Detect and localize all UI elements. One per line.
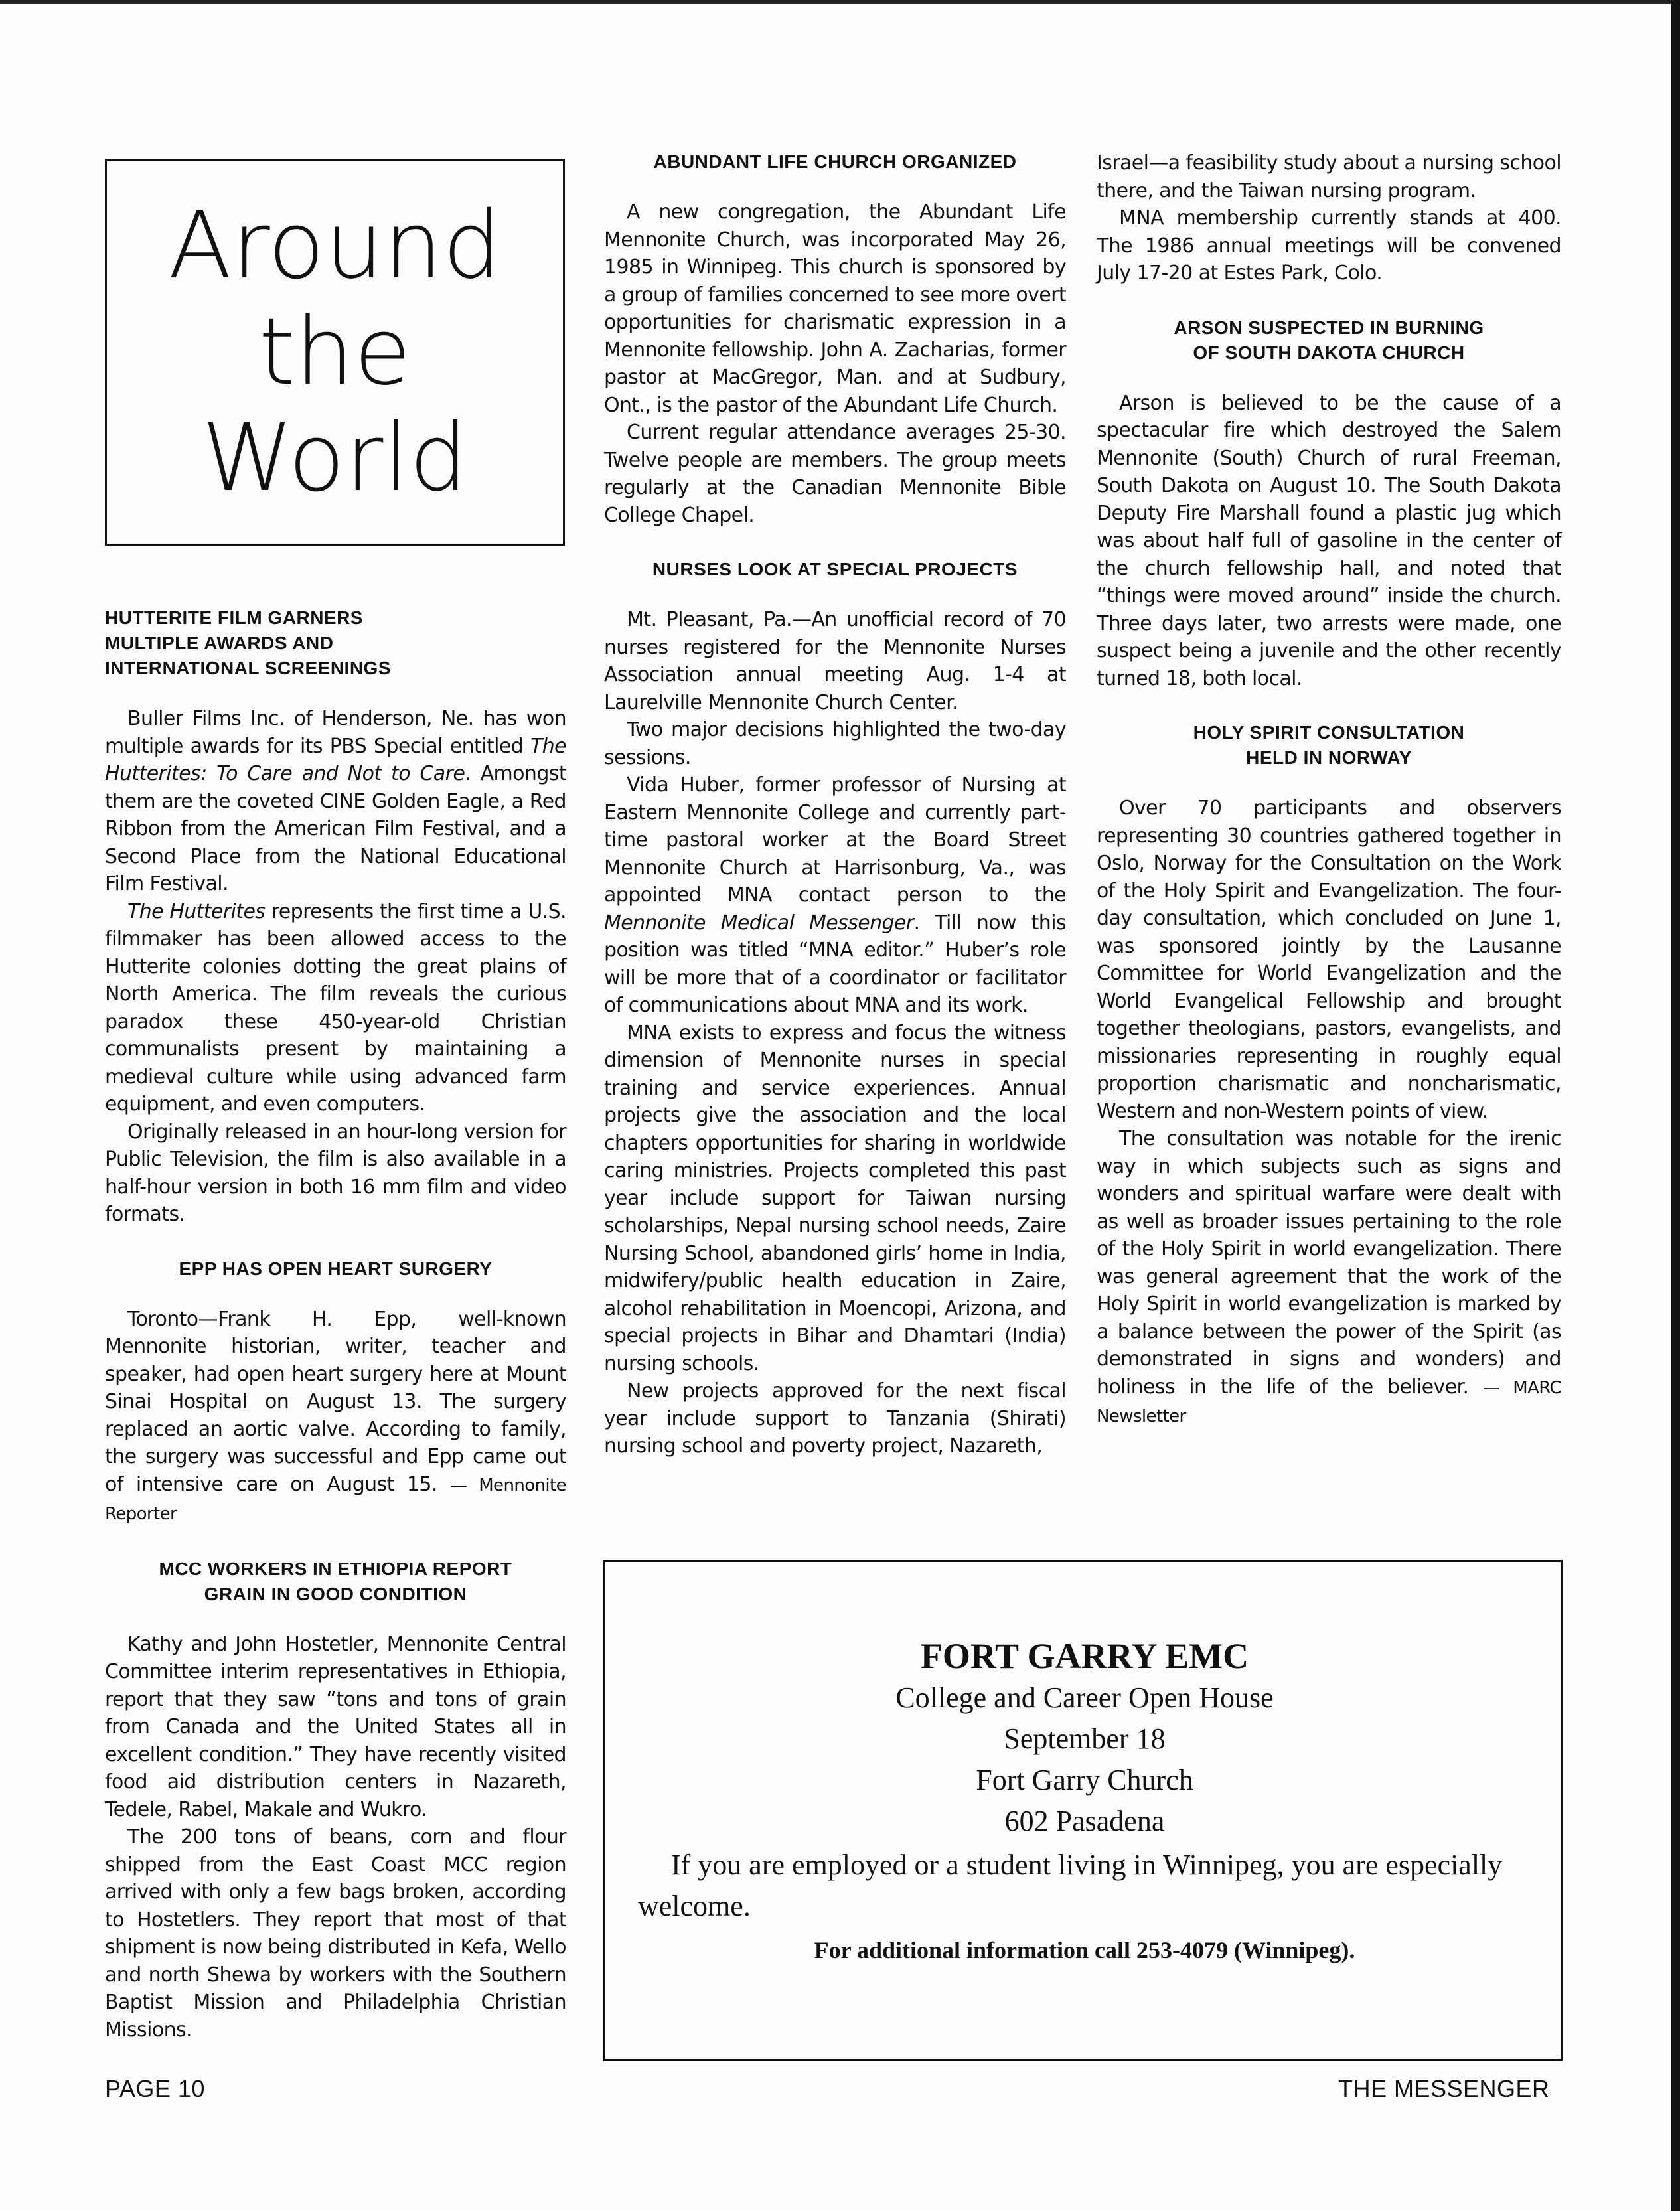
- article-heading: [1097, 720, 1561, 771]
- advertisement-box: [603, 1560, 1563, 2061]
- page-number: PAGE 10: [105, 2075, 205, 2102]
- heading-line: HUTTERITE FILM GARNERS: [105, 607, 363, 628]
- text-run: Vida Huber, former professor of Nursing at Eastern Mennonite College and currently part-time pastoral worker at the Board Street Mennonite Church at Harrisonburg, Va., was appointed MNA contact person to the: [604, 773, 1066, 907]
- article-nurses: [604, 557, 1066, 1460]
- text-run: . Amongst them are the coveted CINE Golden Eagle, a Red Ribbon from the American Film Festival, and a Second Place from the National Educational Film Festival.: [105, 762, 566, 895]
- heading-line: INTERNATIONAL SCREENINGS: [105, 658, 391, 678]
- paragraph: A new congregation, the Abundant Life Mennonite Church, was incorporated May 26, 1985 in Winnipeg. This church is sponsored by a group of families concerned to see more overt opportunities for charismatic expression in a Mennonite fellowship. John A. Zacharias, former pastor at MacGregor, Man. and at Sudbury, Ont., is the pastor of the Abundant Life Church.: [604, 200, 1066, 417]
- article-heading: [105, 605, 566, 681]
- paragraph: Kathy and John Hostetler, Mennonite Central Committee interim representatives in Ethiopia, report that they saw “tons and tons of grain from Canada and the United States all in excellent condition.” They have recently visited food aid distribution centers in Nazareth, Tedele, Rabel, Makale and Wukro.: [105, 1632, 566, 1821]
- text-run: Toronto—Frank H. Epp, well-known Mennonite historian, writer, teacher and speaker, had open heart surgery here at Mount Sinai Hospital on August 13. The surgery replaced an aortic valve. According to family, the surgery was successful and Epp came out of intensive care on August 15.: [105, 1307, 566, 1496]
- article-heading: ABUNDANT LIFE CHURCH ORGANIZED: [653, 151, 1017, 172]
- paragraph: Arson is believed to be the cause of a spectacular fire which destroyed the Salem Mennonite (South) Church of rural Freeman, South Dakota on August 10. The South Dakota Deputy Fire Marshall found a plastic jug which was about half full of gasoline in the center of the church fellowship hall, and noted that “things were moved around” inside the church. Three days later, two arrests were made, one suspect being a juvenile and the other recently turned 18, both local.: [1097, 391, 1561, 690]
- paragraph: MNA exists to express and focus the witness dimension of Mennonite nurses in special training and service experiences. Annual projects give the association and the local chapters opportunities for sharing in worldwide caring ministries. Projects completed this past year include support for Taiwan nursing scholarships, Nepal nursing school needs, Zaire Nursing School, abandoned girls’ home in India, midwifery/public health education in Zaire, alcohol rehabilitation in Moencopi, Arizona, and special projects in Bihar and Dhamtari (India) nursing schools.: [604, 1021, 1066, 1375]
- column-2: [604, 149, 1066, 1488]
- heading-line: MULTIPLE AWARDS AND: [105, 633, 334, 653]
- ad-venue: Fort Garry Church: [976, 1764, 1193, 1796]
- scan-top-edge: [0, 0, 1680, 4]
- article-holy-spirit: [1097, 720, 1561, 1431]
- paragraph: [105, 898, 566, 1118]
- text-run: Buller Films Inc. of Henderson, Ne. has won multiple awards for its PBS Special entitled: [105, 707, 566, 758]
- ad-contact: For additional information call 253-4079 (Winnipeg).: [814, 1937, 1355, 1963]
- section-title-box: [105, 159, 565, 546]
- ad-event: College and Career Open House: [895, 1681, 1274, 1714]
- advertisement-content: [638, 1635, 1531, 1971]
- text-run: The consultation was notable for the irenic way in which subjects such as signs and wonders and spiritual warfare were dealt with as well as broader issues pertaining to the role of the Holy Spirit in world evangelization. There was general agreement that the work of the Holy Spirit in world evangelization is marked by a balance between the power of the Spirit (as demonstrated in signs and wonders) and holiness in the life of the believer.: [1097, 1127, 1561, 1399]
- scan-right-edge: [1671, 0, 1680, 2211]
- ad-invitation: If you are employed or a student living in Winnipeg, you are especially welcome.: [638, 1849, 1503, 1922]
- article-hutterite: [105, 605, 566, 1229]
- ad-title: FORT GARRY EMC: [920, 1636, 1249, 1676]
- paragraph: Originally released in an hour-long version for Public Television, the film is also available in a half-hour version in both 16 mm film and video formats.: [105, 1120, 566, 1226]
- title-line-2: the: [258, 298, 412, 406]
- paragraph: New projects approved for the next fiscal year include support to Tanzania (Shirati) nursing school and poverty project, Nazareth,: [604, 1379, 1066, 1458]
- paragraph: Mt. Pleasant, Pa.—An unofficial record of 70 nurses registered for the Mennonite Nurses Association annual meeting Aug. 1-4 at Laurelville Mennonite Church Center.: [604, 608, 1066, 714]
- article-epp: [105, 1257, 566, 1529]
- article-arson: [1097, 315, 1561, 693]
- paragraph: MNA membership currently stands at 400. The 1986 annual meetings will be convened July 17-20 at Estes Park, Colo.: [1097, 206, 1561, 285]
- heading-line: OF SOUTH DAKOTA CHURCH: [1193, 342, 1465, 363]
- paragraph: [105, 705, 566, 898]
- film-title: The Hutterites: [127, 899, 266, 923]
- text-run: represents the first time a U.S. filmmaker has been allowed access to the Hutterite colonies dotting the great plains of North America. The film reveals the curious paradox these 450-year-old Christian communalists present by maintaining a medieval culture while using advanced farm equipment, and even computers.: [105, 899, 566, 1116]
- film-title: The Hutterites: To Care and Not to Care: [105, 734, 566, 785]
- column-3: [1097, 149, 1561, 1459]
- title-line-3: World: [201, 404, 469, 512]
- heading-line: MCC WORKERS IN ETHIOPIA REPORT: [159, 1558, 512, 1579]
- article-source: — MARC Newsletter: [1097, 1377, 1561, 1426]
- paragraph: Current regular attendance averages 25-30. Twelve people are members. The group meets regularly at the Canadian Mennonite Bible College Chapel.: [604, 421, 1066, 527]
- article-heading: NURSES LOOK AT SPECIAL PROJECTS: [652, 559, 1018, 579]
- text-run: . Till now this position was titled “MNA editor.” Huber’s role will be more that of a coordinator or facilitator of communications about MNA and its work.: [604, 911, 1066, 1017]
- paragraph: The 200 tons of beans, corn and flour shipped from the East Coast MCC region arrived with only a few bags broken, according to Hostetlers. They report that most of that shipment is now being distributed in Kefa, Wello and north Shewa by workers with the Southern Baptist Mission and Philadelphia Christian Missions.: [105, 1825, 566, 2042]
- publication-name: THE MESSENGER: [1338, 2075, 1550, 2102]
- paragraph: Over 70 participants and observers representing 30 countries gathered together in Oslo, Norway for the Consultation on the Work of the Holy Spirit and Evangelization. The four-day consultation, which concluded on June 1, was sponsored jointly by the Lausanne Committee for World Evangelization and the World Evangelical Fellowship and brought together theologians, pastors, evangelists, and missionaries representing in roughly equal proportion charismatic and noncharismatic, Western and non-Western points of view.: [1097, 797, 1561, 1123]
- article-abundant-life: [604, 149, 1066, 529]
- article-heading: [1097, 315, 1561, 366]
- article-mcc: [105, 1557, 566, 2044]
- column-1: [105, 159, 566, 2072]
- heading-line: GRAIN IN GOOD CONDITION: [204, 1583, 467, 1604]
- heading-line: HELD IN NORWAY: [1246, 747, 1412, 768]
- article-source: — Mennonite Reporter: [105, 1475, 566, 1524]
- title-line-1: Around: [168, 192, 502, 300]
- article-heading: EPP HAS OPEN HEART SURGERY: [179, 1258, 493, 1279]
- paragraph: [604, 771, 1066, 1020]
- heading-line: HOLY SPIRIT CONSULTATION: [1193, 722, 1465, 743]
- heading-line: ARSON SUSPECTED IN BURNING: [1174, 317, 1484, 338]
- article-nurses-continued: [1097, 149, 1561, 287]
- paragraph: [1097, 1125, 1561, 1431]
- paragraph: Israel—a feasibility study about a nursing school there, and the Taiwan nursing program.: [1097, 151, 1561, 202]
- article-heading: [105, 1557, 566, 1607]
- paragraph: [105, 1306, 566, 1529]
- paragraph: Two major decisions highlighted the two-day sessions.: [604, 718, 1066, 769]
- ad-date: September 18: [1004, 1722, 1166, 1755]
- ad-address: 602 Pasadena: [1004, 1805, 1165, 1837]
- publication-title: Mennonite Medical Messenger: [604, 911, 914, 935]
